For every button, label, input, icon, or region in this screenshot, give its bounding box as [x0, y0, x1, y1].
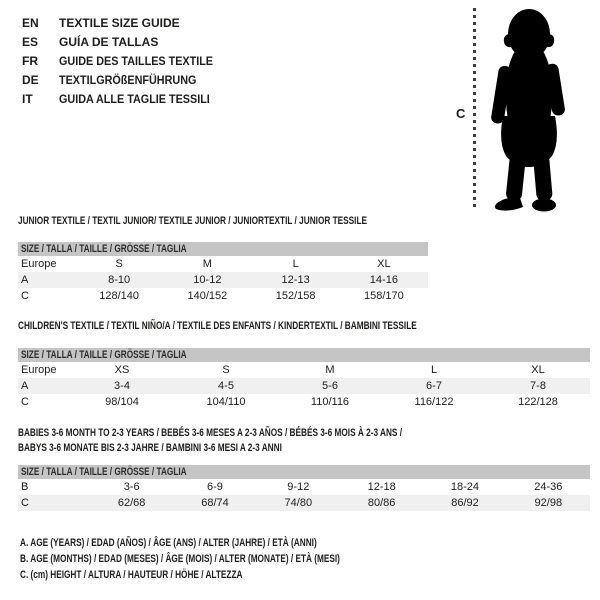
language-title-list: [22, 13, 230, 108]
size-cell: S: [115, 258, 123, 270]
row-label: B: [21, 481, 29, 493]
size-cell: S: [222, 364, 230, 376]
table-row-height: [18, 495, 590, 511]
value-cell: 80/86: [340, 495, 423, 511]
value-cell: 116/122: [414, 396, 454, 408]
value-cell: 9-12: [287, 481, 310, 493]
language-row-fr: [22, 51, 230, 70]
value-cell: 98/104: [105, 396, 139, 408]
table-row-age-years: [18, 272, 428, 288]
size-header-label: SIZE / TALLA / TAILLE / GRÖSSE / TAGLIA: [21, 466, 187, 478]
row-label: A: [18, 378, 70, 394]
footnote-c: C. (cm) HEIGHT / ALTURA / HAUTEUR / HÖHE / ALTEZZA: [20, 569, 243, 581]
value-cell: 7-8: [486, 378, 590, 394]
value-cell: 24-36: [534, 481, 563, 493]
value-cell: 10-12: [163, 272, 251, 288]
size-header-label: SIZE / TALLA / TAILLE / GRÖSSE / TAGLIA: [21, 243, 187, 255]
value-cell: 18-24: [450, 481, 480, 493]
value-cell: 140/152: [187, 290, 228, 302]
size-header-bar: [18, 242, 428, 256]
size-header-bar: [18, 465, 590, 479]
value-cell: 128/140: [99, 290, 139, 302]
babies-size-table: [18, 465, 590, 511]
table-row-europe: [18, 256, 428, 272]
value-cell: 122/128: [518, 396, 558, 408]
size-cell: XS: [114, 364, 130, 376]
size-cell: M: [325, 364, 335, 376]
value-cell: 14-16: [340, 272, 428, 288]
row-label: C: [21, 396, 29, 408]
guide-title-en: TEXTILE SIZE GUIDE: [59, 15, 180, 30]
language-row-de: [22, 70, 230, 89]
value-cell: 6-7: [382, 378, 486, 394]
size-cell: M: [202, 258, 212, 270]
row-label: C: [21, 290, 29, 302]
value-cell: 74/80: [257, 495, 340, 511]
value-cell: 12-13: [252, 272, 340, 288]
size-cell: XL: [377, 258, 391, 270]
value-cell: 8-10: [75, 272, 163, 288]
junior-size-table: [18, 242, 428, 304]
table-row-age-months: [18, 479, 590, 495]
value-cell: 62/68: [90, 495, 173, 511]
size-cell: L: [430, 364, 438, 376]
language-code: IT: [22, 91, 33, 106]
value-cell: 4-5: [174, 378, 278, 394]
size-cell: L: [292, 258, 299, 270]
value-cell: 68/74: [173, 495, 256, 511]
legend-footnotes: [20, 535, 447, 583]
height-measure-label: C: [456, 106, 466, 121]
value-cell: 104/110: [206, 396, 246, 408]
value-cell: 12-18: [367, 481, 396, 493]
row-label: Europe: [21, 364, 57, 376]
guide-title-es: GUÍA DE TALLAS: [59, 34, 159, 49]
size-header-label: SIZE / TALLA / TAILLE / GRÖSSE / TAGLIA: [21, 349, 187, 361]
guide-title-fr: GUIDE DES TAILLES TEXTILE: [59, 53, 214, 68]
toddler-silhouette-image: [484, 6, 572, 212]
table-row-age-years: [18, 378, 590, 394]
language-code: ES: [22, 34, 39, 49]
value-cell: 3-4: [70, 378, 174, 394]
guide-title-it: GUIDA ALLE TAGLIE TESSILI: [59, 91, 210, 106]
row-label: C: [18, 495, 90, 511]
value-cell: 6-9: [207, 481, 223, 493]
value-cell: 5-6: [278, 378, 382, 394]
size-header-bar: [18, 348, 590, 362]
value-cell: 92/98: [507, 495, 590, 511]
language-row-es: [22, 32, 230, 51]
children-size-table: [18, 348, 590, 410]
language-code: DE: [22, 72, 39, 87]
language-code: FR: [22, 53, 38, 68]
language-code: EN: [22, 15, 39, 30]
value-cell: 3-6: [123, 481, 140, 493]
babies-section-title: BABIES 3-6 MONTH TO 2-3 YEARS / BEBÉS 3-6 MESES A 2-3 AÑOS / BÉBÉS 3-6 MOIS À 2-3 ANS / BABYS 3-6 MONATE BIS 2-3 JAHRE / BAMBINI 3-6 MESI A 2-3 ANNI: [18, 427, 403, 454]
value-cell: 110/116: [310, 396, 350, 408]
value-cell: 152/158: [275, 290, 316, 302]
value-cell: 158/170: [363, 290, 404, 302]
value-cell: 86/92: [423, 495, 506, 511]
table-row-height: [18, 394, 590, 410]
guide-title-de: TEXTILGRÖßENFÜHRUNG: [59, 72, 197, 87]
language-row-en: [22, 13, 230, 32]
footnote-b: B. AGE (MONTHS) / EDAD (MESES) / ÂGE (MOIS) / ALTER (MONATE) / ETÀ (MESI): [20, 553, 340, 565]
row-label: A: [18, 272, 75, 288]
table-row-europe: [18, 362, 590, 378]
table-row-height: [18, 288, 428, 304]
size-cell: XL: [531, 364, 545, 376]
height-measure-dotted-line: [473, 8, 476, 209]
junior-section-title: JUNIOR TEXTILE / TEXTIL JUNIOR/ TEXTILE JUNIOR / JUNIORTEXTIL / JUNIOR TESSILE: [18, 215, 367, 227]
footnote-a: A. AGE (YEARS) / EDAD (AÑOS) / ÂGE (ANS) / ALTER (JAHRE) / ETÀ (ANNI): [20, 537, 317, 549]
row-label: Europe: [21, 258, 57, 270]
children-section-title: CHILDREN'S TEXTILE / TEXTIL NIÑO/A / TEXTILE DES ENFANTS / KINDERTEXTIL / BAMBINI TESSILE: [18, 320, 417, 332]
language-row-it: [22, 89, 230, 108]
